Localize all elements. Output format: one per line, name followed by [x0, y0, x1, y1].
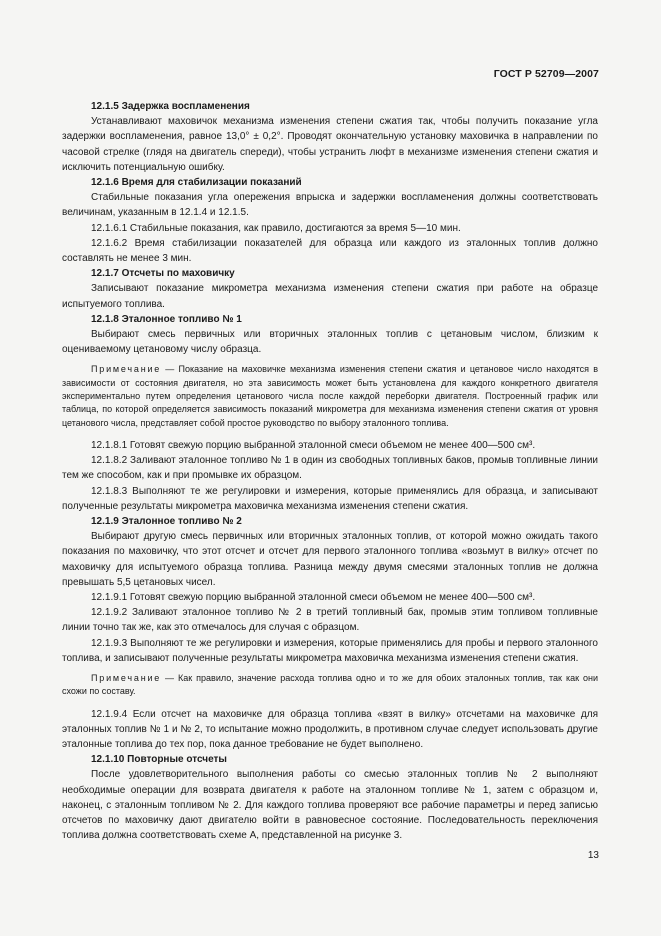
note	[62, 672, 598, 699]
paragraph: Стабильные показания угла опережения впрыска и задержки воспламенения должны соответствовать величинам, указанным в 12.1.4 и 12.1.5.	[62, 192, 598, 219]
heading-12-1-10: 12.1.10 Повторные отсчеты	[91, 754, 227, 766]
heading-12-1-9: 12.1.9 Эталонное топливо № 2	[91, 515, 242, 527]
paragraph: 12.1.8.2 Заливают эталонное топливо № 1 в один из свободных топливных баков, промыв топливные линии тем же способом, как и при промывке их образцом.	[62, 455, 598, 482]
heading-12-1-8: 12.1.8 Эталонное топливо № 1	[91, 313, 242, 325]
paragraph: Записывают показание микрометра механизма изменения степени сжатия при работе на образце испытуемого топлива.	[62, 283, 598, 310]
paragraph: После удовлетворительного выполнения работы со смесью эталонных топлив № 2 выполняют необходимые операции для возврата двигателя к работе на эталонном топливе № 1, затем с образцом и, наконец, с эталонным топливом № 2. Для каждого топлива проверяют все рабочие параметры и перед записью отсчетов по маховичку дают двигателю войти в равновесное состояние. Последовательность переключения топлива должна соответствовать схеме А, представленной на рисунке 3.	[62, 769, 598, 842]
paragraph: 12.1.9.2 Заливают эталонное топливо № 2 в третий топливный бак, промыв этим топливом топливные линии точно так же, как это отмечалось для случая с образцом.	[62, 607, 598, 634]
paragraph: 12.1.6.1 Стабильные показания, как правило, достигаются за время 5—10 мин.	[91, 222, 461, 234]
paragraph: 12.1.8.3 Выполняют те же регулировки и измерения, которые применялись для образца, и записывают полученные результаты микрометра маховичка механизма изменения степени сжатия.	[62, 485, 598, 512]
note	[62, 363, 598, 429]
heading-12-1-6: 12.1.6 Время для стабилизации показаний	[91, 177, 302, 189]
heading-12-1-5: 12.1.5 Задержка воспламенения	[91, 101, 250, 112]
note-text: — Показание на маховичке механизма изменения степени сжатия и цетановое число находятся в зависимости от состояния двигателя, но эта зависимость может быть установлена для каждого конкретного двигателя экспериментально путем определения цетанового числа после каждой переборки двигателя. Построенный график или таблица, по которой определяется зависимость показаний микрометра для механизма изменения степени сжатия от уровня цетанового числа, представляет собой простое руководство по выбору эталонного топлива.	[62, 364, 598, 428]
note-text: — Как правило, значение расхода топлива одно и то же для обоих эталонных топлив, так как они схожи по составу.	[62, 672, 598, 697]
paragraph: 12.1.6.2 Время стабилизации показателей для образца или каждого из эталонных топлив должно составлять не менее 3 мин.	[62, 237, 598, 265]
document-header: ГОСТ Р 52709—2007	[493, 68, 599, 80]
paragraph: Выбирают другую смесь первичных или вторичных эталонных топлив, от которой можно ожидать такого показания по маховичку, что этот отсчет и отсчет для первого эталонного топлива «возьмут в вилку» отсчет по маховичку для испытуемого образца топлива. Разница между двумя смесями эталонных топлив не должна превышать 5,5 цетановых чисел.	[62, 531, 598, 588]
note-label: Примечание	[91, 672, 162, 683]
paragraph: Выбирают смесь первичных или вторичных эталонных топлив с цетановым числом, близким к оцениваемому цетановому числу образца.	[62, 329, 598, 356]
page-number: 13	[587, 850, 599, 861]
note-label: Примечание	[91, 364, 162, 375]
document-body	[62, 99, 598, 843]
paragraph: 12.1.9.1 Готовят свежую порцию выбранной эталонной смеси объемом не менее 400—500 см³.	[91, 591, 536, 603]
paragraph: 12.1.8.1 Готовят свежую порцию выбранной эталонной смеси объемом не менее 400—500 см³.	[91, 439, 536, 451]
paragraph: 12.1.9.4 Если отсчет на маховичке для образца топлива «взят в вилку» отсчетами на маховичке для эталонных топлив № 1 и № 2, то испытание можно продолжить, в противном случае следует использовать другие эталонные топлива до тех пор, пока данное требование не будет выполнено.	[62, 708, 598, 750]
heading-12-1-7: 12.1.7 Отсчеты по маховичку	[91, 268, 235, 280]
paragraph: 12.1.9.3 Выполняют те же регулировки и измерения, которые применялись для пробы и первого эталонного топлива, и записывают полученные результаты микрометра маховичка механизма изменения степени сжатия.	[62, 637, 598, 664]
paragraph: Устанавливают маховичок механизма изменения степени сжатия так, чтобы получить показание угла задержки воспламенения, равное 13,0° ± 0,2°. Проводят окончательную установку маховичка в направлении по часовой стрелке (глядя на двигатель спереди), чтобы устранить люфт в механизме изменения степени сжатия и исключить потенциальную ошибку.	[62, 116, 598, 173]
